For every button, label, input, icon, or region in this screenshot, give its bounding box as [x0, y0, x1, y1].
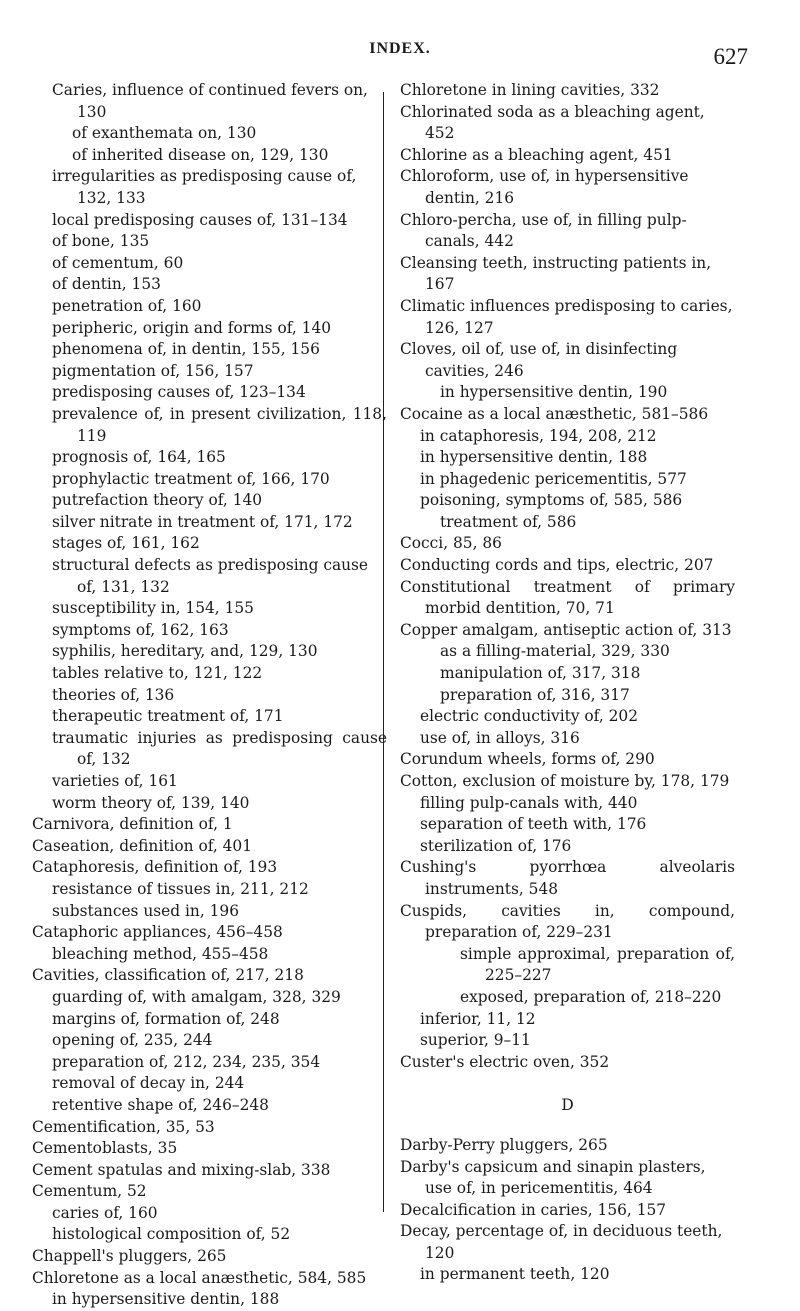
index-entry: peripheric, origin and forms of, 140: [52, 318, 332, 337]
index-entry: penetration of, 160: [52, 296, 202, 315]
index-entry: Cementoblasts, 35: [32, 1139, 178, 1158]
index-entry: of dentin, 153: [52, 275, 161, 294]
index-entry: Decalcification in caries, 156, 157: [400, 1200, 667, 1219]
index-entry: caries of, 160: [52, 1203, 158, 1222]
index-entry: exposed, preparation of, 218–220: [460, 987, 722, 1006]
index-entry: Cataphoresis, definition of, 193: [32, 858, 278, 877]
index-entry: traumatic injuries as predisposing cause of, 132: [52, 728, 387, 769]
index-entry: of cementum, 60: [52, 253, 184, 272]
index-entry: syphilis, hereditary, and, 129, 130: [52, 642, 318, 661]
index-entry: irregularities as predisposing cause of, 132, 133: [52, 167, 357, 207]
index-entry: Constitutional treatment of primary morbid dentition, 70, 71: [400, 577, 735, 618]
index-entry: pigmentation of, 156, 157: [52, 361, 254, 380]
index-entry: Chloro-percha, use of, in filling pulp-canals, 442: [400, 210, 687, 251]
index-entry: retentive shape of, 246–248: [52, 1095, 269, 1114]
index-entry: Cotton, exclusion of moisture by, 178, 179: [400, 772, 730, 790]
index-entry: Conducting cords and tips, electric, 207: [400, 556, 714, 575]
section-letter-d: D: [561, 1096, 574, 1115]
index-entry: local predisposing causes of, 131–134: [52, 210, 348, 229]
index-column-right: [400, 80, 735, 1286]
index-entry: removal of decay in, 244: [52, 1074, 245, 1093]
index-entry: in hypersensitive dentin, 188: [420, 448, 648, 467]
index-entry: predisposing causes of, 123–134: [52, 383, 306, 402]
index-entry: Chloretone as a local anæsthetic, 584, 585: [32, 1268, 367, 1287]
index-entry: of inherited disease on, 129, 130: [72, 145, 329, 164]
index-entry: in phagedenic pericementitis, 577: [420, 469, 687, 488]
index-entry: Custer's electric oven, 352: [400, 1052, 610, 1071]
index-entry: Carnivora, definition of, 1: [32, 815, 233, 834]
index-entry: Cementum, 52: [32, 1182, 147, 1201]
index-entry: structural defects as predisposing cause of, 131, 132: [52, 556, 369, 596]
index-entry: varieties of, 161: [52, 772, 178, 790]
index-entry: silver nitrate in treatment of, 171, 172: [52, 512, 353, 531]
index-entry: filling pulp-canals with, 440: [420, 793, 638, 812]
index-entry: in hypersensitive dentin, 190: [440, 383, 668, 402]
index-entry: stages of, 161, 162: [52, 534, 200, 553]
index-entry: susceptibility in, 154, 155: [52, 599, 254, 618]
index-entry: therapeutic treatment of, 171: [52, 707, 284, 726]
index-entry: phenomena of, in dentin, 155, 156: [52, 340, 320, 359]
index-entry: resistance of tissues in, 211, 212: [52, 879, 309, 898]
index-entry: Cleansing teeth, instructing patients in, 167: [400, 253, 712, 294]
index-column-left: [32, 80, 387, 1311]
index-entry: separation of teeth with, 176: [420, 815, 647, 834]
index-entry: Climatic influences predisposing to caries, 126, 127: [400, 296, 733, 337]
index-entry: in permanent teeth, 120: [420, 1265, 610, 1284]
index-entry: prophylactic treatment of, 166, 170: [52, 469, 330, 488]
index-entry: Cavities, classification of, 217, 218: [32, 966, 304, 985]
index-entry: Cement spatulas and mixing-slab, 338: [32, 1160, 331, 1179]
index-entry: poisoning, symptoms of, 585, 586: [420, 491, 683, 510]
index-entry: Cloves, oil of, use of, in disinfecting cavities, 246: [400, 340, 678, 380]
index-entry: opening of, 235, 244: [52, 1031, 213, 1050]
index-entry: Chappell's pluggers, 265: [32, 1247, 227, 1266]
index-entry: prognosis of, 164, 165: [52, 448, 226, 467]
page-number: 627: [713, 44, 748, 69]
running-header: INDEX.: [369, 40, 431, 57]
index-entry: Chlorinated soda as a bleaching agent, 452: [400, 102, 705, 143]
index-entry: bleaching method, 455–458: [52, 944, 269, 963]
index-entry: preparation of, 316, 317: [440, 685, 630, 704]
index-entry: Cataphoric appliances, 456–458: [32, 923, 283, 942]
index-entry: Cocaine as a local anæsthetic, 581–586: [400, 404, 709, 423]
index-entry: histological composition of, 52: [52, 1225, 291, 1244]
index-entry: symptoms of, 162, 163: [52, 620, 229, 639]
index-entry: putrefaction theory of, 140: [52, 491, 263, 510]
index-entry: Chloroform, use of, in hypersensitive dentin, 216: [400, 167, 689, 207]
index-entry: simple approximal, preparation of, 225–227: [460, 944, 735, 985]
index-entry: Cementification, 35, 53: [32, 1117, 215, 1136]
index-entry: manipulation of, 317, 318: [440, 664, 641, 683]
index-entry: Cuspids, cavities in, compound, preparation of, 229–231: [400, 901, 735, 942]
index-entry: Chlorine as a bleaching agent, 451: [400, 145, 673, 164]
index-entry: Darby's capsicum and sinapin plasters, use of, in pericementitis, 464: [400, 1157, 706, 1198]
index-entry: in cataphoresis, 194, 208, 212: [420, 426, 657, 445]
index-entry: margins of, formation of, 248: [52, 1009, 280, 1028]
index-entry: of exanthemata on, 130: [72, 124, 257, 143]
index-entry: Decay, percentage of, in deciduous teeth, 120: [400, 1222, 723, 1262]
index-entry: use of, in alloys, 316: [420, 728, 580, 747]
index-entry: Corundum wheels, forms of, 290: [400, 750, 655, 769]
index-entry: Chloretone in lining cavities, 332: [400, 81, 660, 99]
index-entry: prevalence of, in present civilization, 118, 119: [52, 404, 387, 445]
index-entry: substances used in, 196: [52, 901, 240, 920]
index-entry: inferior, 11, 12: [420, 1009, 536, 1028]
index-entry: superior, 9–11: [420, 1031, 531, 1050]
index-entry: treatment of, 586: [440, 512, 577, 531]
index-entry: as a filling-material, 329, 330: [440, 642, 670, 661]
index-entry: theories of, 136: [52, 685, 175, 704]
index-entry: Caries, influence of continued fevers on, 130: [52, 81, 368, 121]
index-entry: in hypersensitive dentin, 188: [52, 1290, 280, 1309]
index-entry: guarding of, with amalgam, 328, 329: [52, 987, 341, 1006]
index-entry: sterilization of, 176: [420, 836, 572, 855]
index-entry: Cushing's pyorrhœa alveolaris instruments, 548: [400, 858, 735, 898]
index-entry: Caseation, definition of, 401: [32, 836, 253, 855]
index-entry: electric conductivity of, 202: [420, 707, 638, 726]
index-entry: Cocci, 85, 86: [400, 534, 502, 553]
index-entry: Copper amalgam, antiseptic action of, 313: [400, 620, 732, 639]
index-entry: worm theory of, 139, 140: [52, 793, 250, 812]
index-entry: preparation of, 212, 234, 235, 354: [52, 1052, 321, 1071]
index-entry: of bone, 135: [52, 232, 150, 251]
index-entry: Darby-Perry pluggers, 265: [400, 1135, 608, 1154]
index-entry: tables relative to, 121, 122: [52, 664, 263, 683]
